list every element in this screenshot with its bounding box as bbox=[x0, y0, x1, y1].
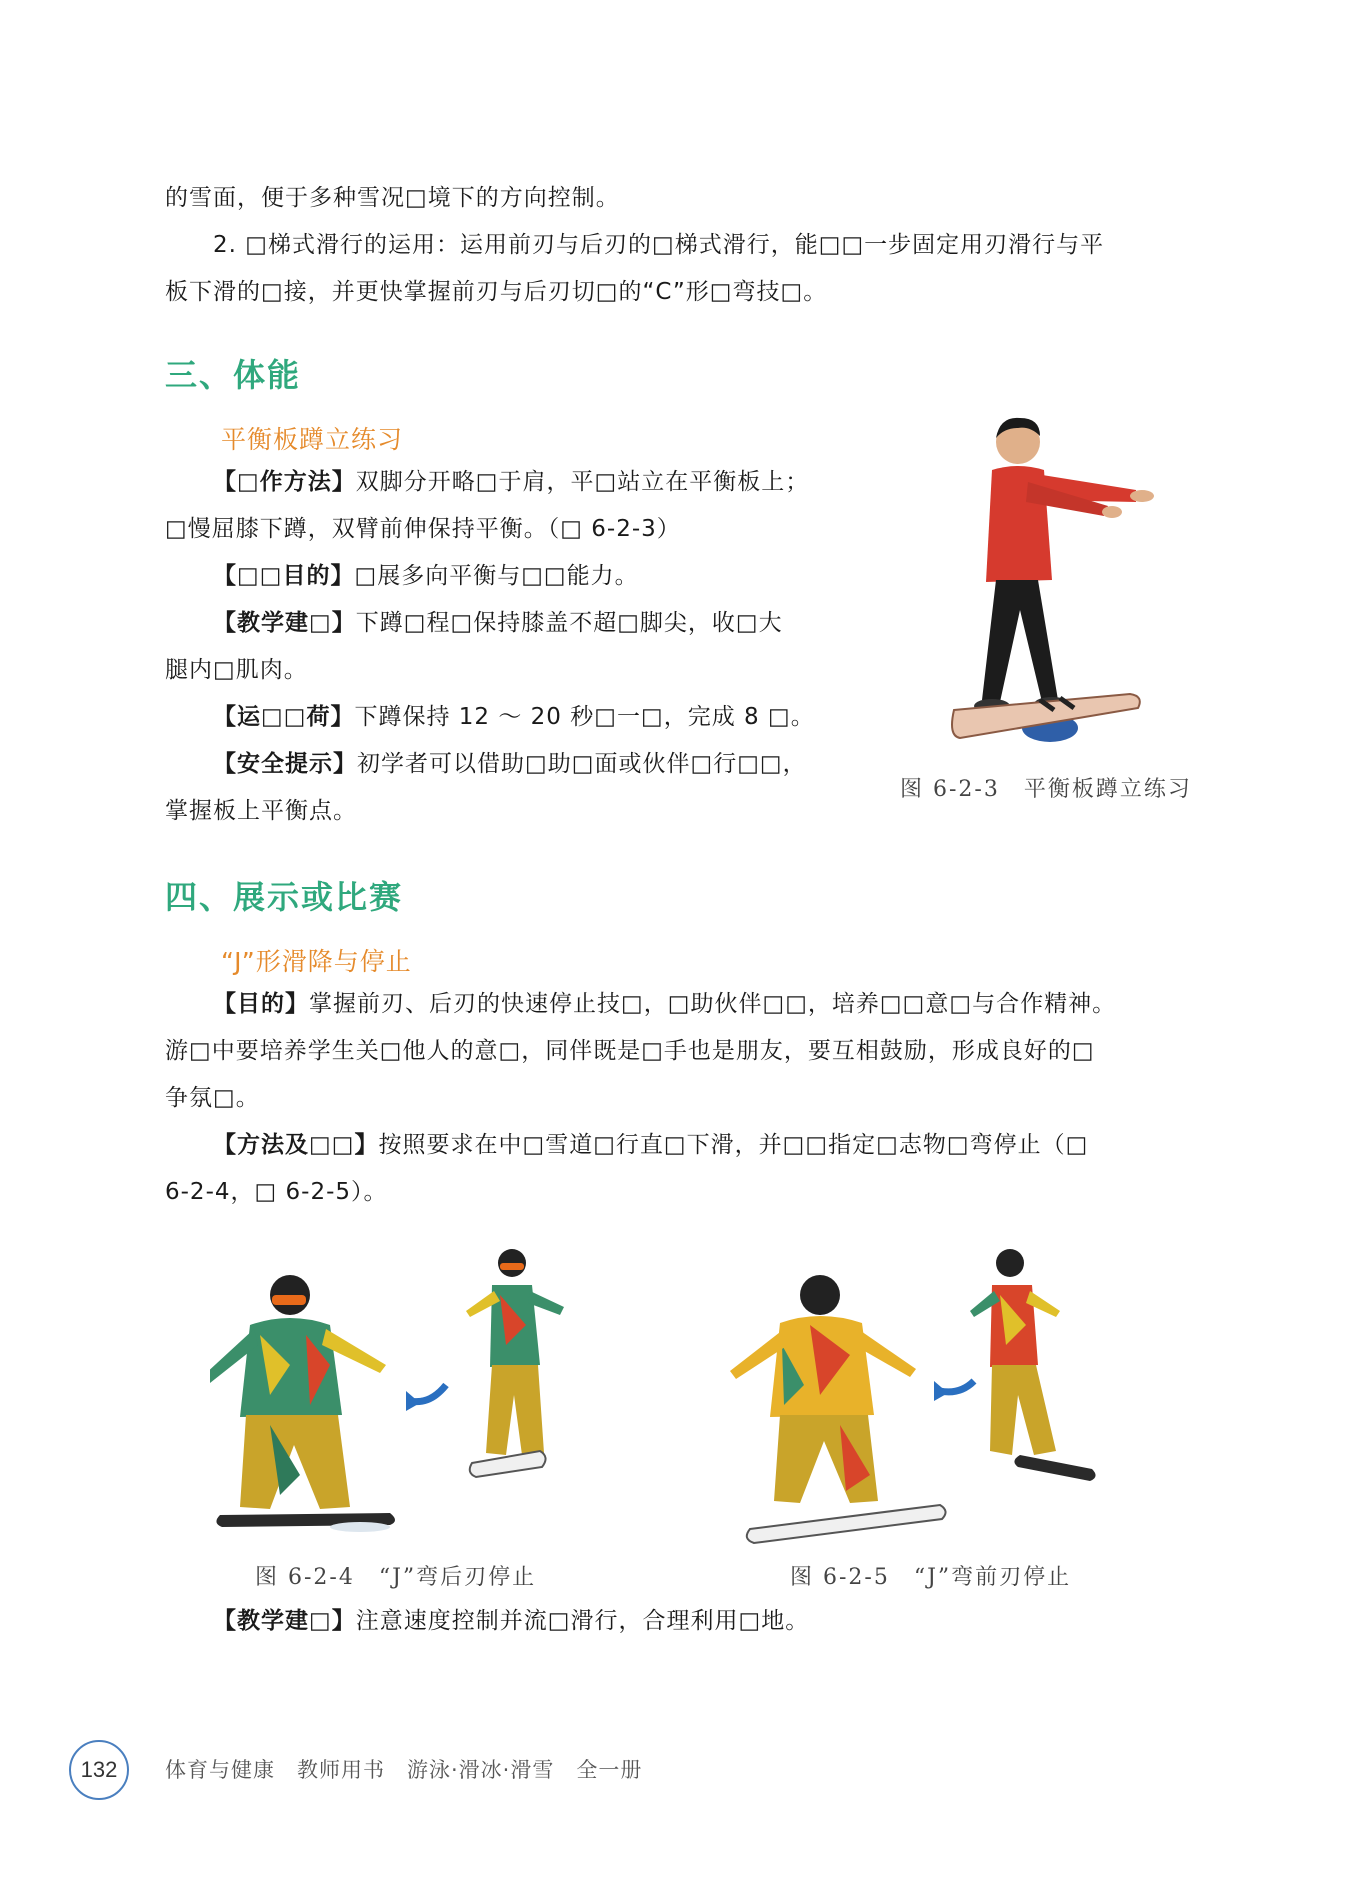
section-heading-fitness: 三、体能 bbox=[165, 356, 302, 394]
paragraph-line: 板下滑的□接，并更快掌握前刃与后刃切□的“C”形□弯技□。 bbox=[165, 279, 828, 305]
load-label: 【运□□荷】 bbox=[213, 704, 355, 730]
method-text: 双脚分开略□于肩，平□站立在平衡板上； bbox=[355, 469, 810, 495]
goal-label: 【□□目的】 bbox=[213, 563, 355, 589]
load-line bbox=[213, 702, 815, 732]
snowboarder-pants bbox=[990, 1365, 1056, 1455]
figure-caption-6-2-4: 图 6-2-4 “J”弯后刃停止 bbox=[255, 1565, 537, 1590]
balance-board-photo bbox=[940, 410, 1160, 750]
advice-line-final bbox=[213, 1606, 809, 1636]
boy-hand bbox=[1130, 490, 1154, 502]
load-text: 下蹲保持 12 ～ 20 秒□一□，完成 8 □。 bbox=[354, 704, 815, 730]
boy-hand bbox=[1102, 506, 1122, 518]
figure-caption-6-2-3: 图 6-2-3 平衡板蹲立练习 bbox=[900, 777, 1192, 802]
heel-edge-stop-photo bbox=[210, 1245, 590, 1545]
purpose-line bbox=[213, 989, 1116, 1019]
advice-line bbox=[213, 608, 783, 638]
safety-line bbox=[213, 749, 807, 779]
method-label: 【□作方法】 bbox=[213, 469, 356, 495]
page-number: 132 bbox=[69, 1740, 129, 1800]
direction-arrow-icon bbox=[940, 1381, 974, 1392]
snowboarder-goggles bbox=[500, 1263, 524, 1270]
purpose-text: 掌握前刃、后刃的快速停止技□，□助伙伴□□，培养□□意□与合作精神。 bbox=[309, 991, 1117, 1017]
snowboard bbox=[470, 1451, 546, 1477]
snowboarder-helmet bbox=[996, 1249, 1024, 1277]
subheading-j-turn: “J”形滑降与停止 bbox=[221, 947, 412, 976]
paragraph-line: 的雪面，便于多种雪况□境下的方向控制。 bbox=[165, 185, 620, 211]
snowboard bbox=[1014, 1455, 1095, 1481]
advice-text: 下蹲□程□保持膝盖不超□脚尖，收□大 bbox=[355, 610, 783, 636]
goal-line bbox=[213, 561, 639, 591]
snowboarder-pants bbox=[240, 1415, 350, 1509]
advice-label: 【教学建□】 bbox=[213, 1608, 356, 1634]
method-line-2: □慢屈膝下蹲，双臂前伸保持平衡。（□ 6-2-3） bbox=[165, 516, 681, 542]
advice-label: 【教学建□】 bbox=[213, 610, 356, 636]
snowboarder-pants bbox=[774, 1415, 878, 1503]
snowboarder-pants bbox=[486, 1365, 544, 1455]
advice-text: 注意速度控制并流□滑行，合理利用□地。 bbox=[355, 1608, 810, 1634]
rules-line bbox=[213, 1130, 1088, 1160]
toe-edge-stop-photo bbox=[720, 1245, 1120, 1545]
goal-text: □展多向平衡与□□能力。 bbox=[354, 563, 639, 589]
rules-label: 【方法及□□】 bbox=[213, 1132, 379, 1158]
advice-line-2: 腿内□肌肉。 bbox=[165, 657, 308, 683]
boy-legs bbox=[982, 580, 1058, 702]
purpose-line-2: 游□中要培养学生关□他人的意□，同伴既是□手也是朋友，要互相鼓励，形成良好的□ bbox=[165, 1038, 1095, 1064]
subheading-balance-board: 平衡板蹲立练习 bbox=[221, 425, 404, 454]
snowboard bbox=[747, 1505, 946, 1543]
safety-text: 初学者可以借助□助□面或伙伴□行□□， bbox=[357, 751, 807, 777]
section-heading-competition: 四、展示或比赛 bbox=[165, 878, 404, 916]
book-title: 体育与健康 教师用书 游泳·滑冰·滑雪 全一册 bbox=[165, 1758, 643, 1782]
safety-line-2: 掌握板上平衡点。 bbox=[165, 798, 357, 824]
snowboarder-goggles bbox=[272, 1295, 306, 1305]
purpose-line-3: 争氛□。 bbox=[165, 1085, 260, 1111]
paragraph-line: 2. □梯式滑行的运用：运用前刃与后刃的□梯式滑行，能□□一步固定用刃滑行与平 bbox=[213, 232, 1105, 258]
purpose-label: 【目的】 bbox=[213, 991, 309, 1017]
rules-line-2: 6-2-4，□ 6-2-5）。 bbox=[165, 1179, 388, 1205]
safety-label: 【安全提示】 bbox=[213, 751, 357, 777]
figure-caption-6-2-5: 图 6-2-5 “J”弯前刃停止 bbox=[790, 1565, 1072, 1590]
rules-text: 按照要求在中□雪道□行直□下滑，并□□指定□志物□弯停止（□ bbox=[378, 1132, 1089, 1158]
method-line bbox=[213, 467, 809, 497]
snow-spray bbox=[330, 1522, 390, 1532]
snowboarder-helmet bbox=[800, 1275, 840, 1315]
